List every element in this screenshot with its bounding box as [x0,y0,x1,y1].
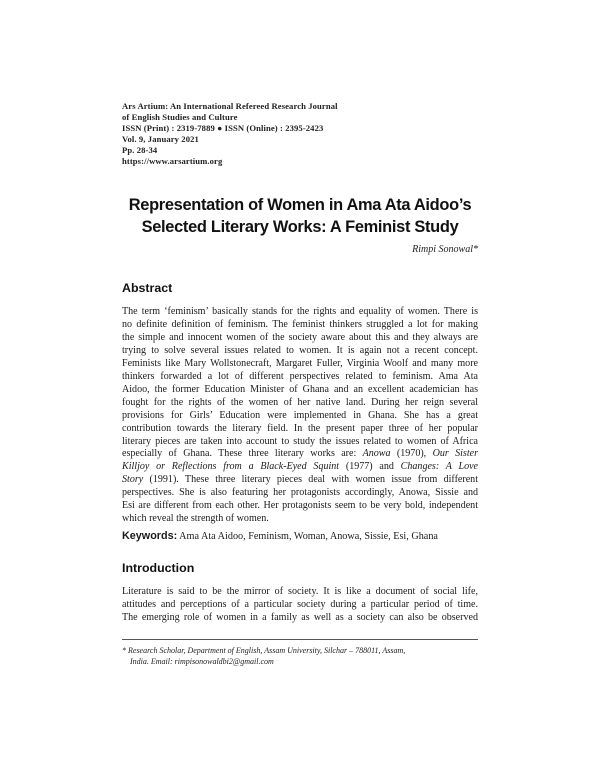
abstract-line: fought for the rights of the women of her native land. During her reign several [122,396,478,408]
abstract-line-works [122,474,478,487]
abstract-line: contribution towards the literary field. In the present paper three of her popular [122,422,478,434]
author-footnote [122,645,478,667]
abstract-line: thinkers forwarded a lot of different perspectives related to feminism. Ama Ata [122,370,478,382]
keywords-list: Ama Ata Aidoo, Feminism, Woman, Anowa, Sissie, Esi, Ghana [177,531,438,542]
abstract-line: Esi are different from each other. Her protagonists seem to be very bold, independent [122,500,478,512]
work-title-changes: Changes: A Love [400,461,479,473]
introduction-body [122,586,478,625]
keywords [122,530,438,542]
abstract-line-works [122,461,478,474]
journal-url[interactable]: https://www.arsartium.org [122,156,223,166]
introduction-heading: Introduction [122,561,195,575]
abstract-line: the simple and innocent women of the society aware about this and they always are [122,331,478,343]
abstract-line: provisions for Girls’ Education were implemented in Ghana. She has a great [122,409,478,421]
introduction-line: The emerging role of women in a family as well as a society can also be observed [122,611,478,623]
footnote-line-2: India. Email: rimpisonowaldbi2@gmail.com [130,657,274,666]
work-title-our-sister: Our Sister [432,448,478,460]
introduction-line: Literature is said to be the mirror of society. It is like a document of social life, [122,586,478,597]
journal-header [122,101,338,167]
abstract-line: trying to solve several issues related to women. It is again not a recent concept. [122,344,478,356]
abstract-line: perspectives. She is also featuring her protagonists accordingly, Anowa, Sissie and [122,487,478,499]
author-name: Rimpi Sonowal* [412,244,478,255]
abstract-line-text: especially of Ghana. These three literary works are: [122,448,357,460]
abstract-line: The term ‘feminism’ basically stands for the rights and equality of women. There is [122,306,478,317]
article-title-line-1: Representation of Women in Ama Ata Aidoo’s [128,196,472,214]
abstract-line: Aidoo, the former Education Minister of Ghana and an excellent academician has [122,383,478,395]
work-year: (1970), [390,448,433,460]
journal-name-continued: of English Studies and Culture [122,112,238,122]
work-title-killjoy: Killjoy or Reflections from a Black-Eyed Squint [122,461,340,473]
abstract-line: no definite definition of feminism. The feminist thinkers struggled a lot for making [122,318,478,330]
introduction-line: attitudes and perceptions of a particular society during a particular period of time. [122,598,478,610]
work-title-story: Story [122,474,144,486]
abstract-line-works [122,448,478,461]
abstract-heading: Abstract [122,281,173,295]
abstract-body [122,306,478,526]
footnote-divider [122,639,478,640]
work-year: (1991). These three literary pieces deal with women issue from different [143,474,478,486]
journal-pages: Pp. 28-34 [122,145,158,155]
article-title-line-2: Selected Literary Works: A Feminist Study [141,218,459,236]
article-title [0,194,600,238]
work-year: (1977) and [339,461,401,473]
footnote-line-1: * Research Scholar, Department of English, Assam University, Silchar – 788011, Assam, [122,646,406,655]
journal-volume: Vol. 9, January 2021 [122,134,199,144]
abstract-line: Feminists like Mary Wollstonecraft, Margaret Fuller, Virginia Woolf and many more [122,357,478,369]
abstract-line: which reveal the strength of women. [122,513,269,525]
keywords-label: Keywords: [122,530,178,542]
abstract-line: literary pieces are taken into account to study the issues related to women of Africa [122,435,478,447]
journal-name: Ars Artium: An International Refereed Research Journal [122,101,338,111]
work-title-anowa: Anowa [362,448,391,460]
journal-issn: ISSN (Print) : 2319-7889 ● ISSN (Online) : 2395-2423 [122,123,324,133]
